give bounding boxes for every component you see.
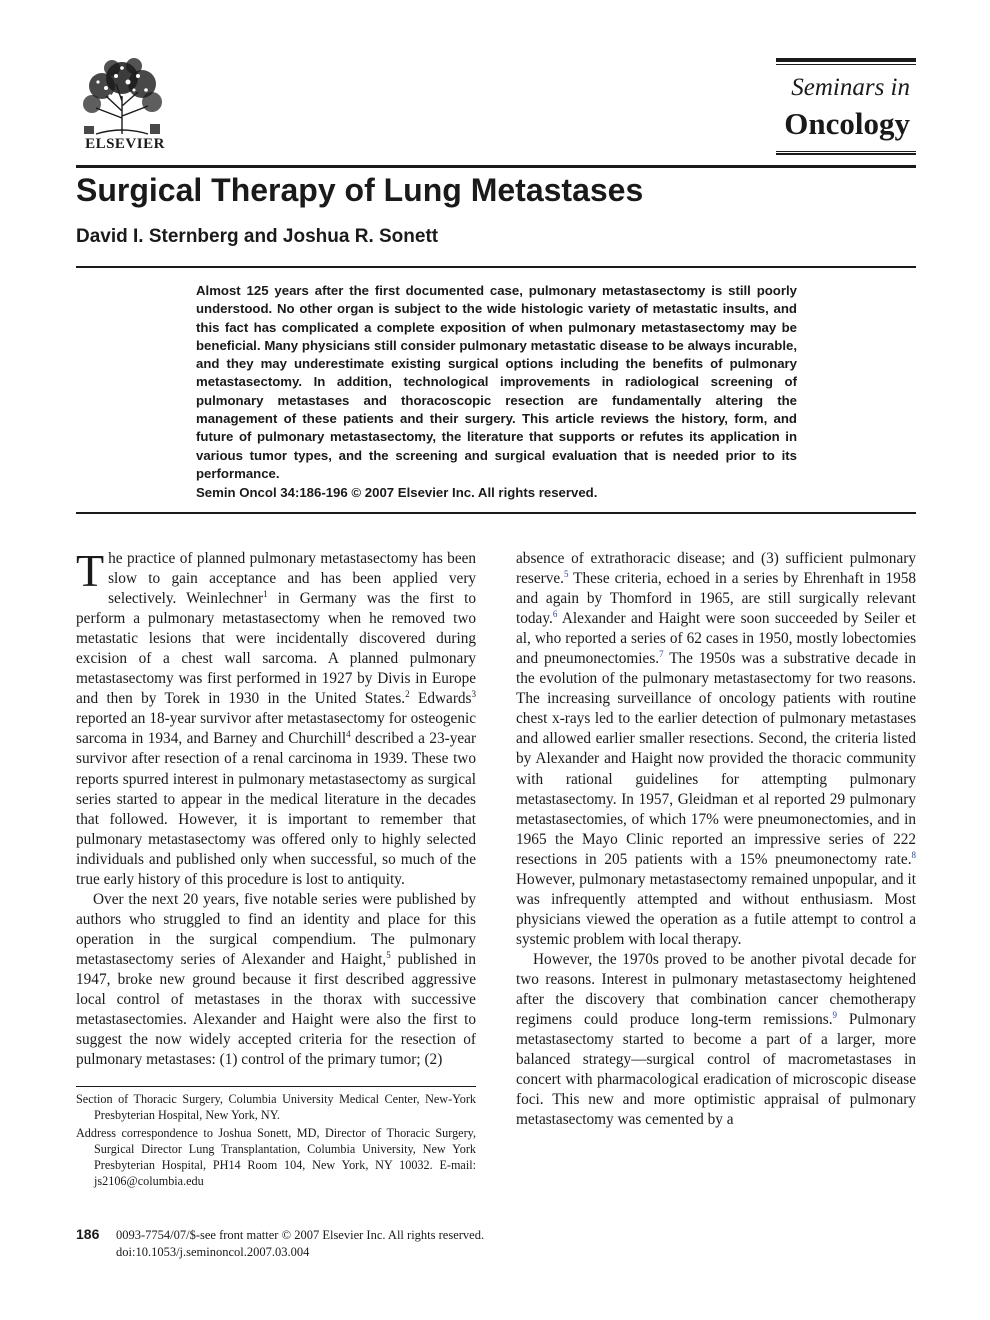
reference-marker[interactable]: 4 xyxy=(346,729,351,740)
body-paragraph xyxy=(76,545,477,890)
body-text: published in 1947, broke new ground because it first described aggressive local control of metastases in the thorax with successive metastasectomies. Alexander and Haight were also the first to suggest the now widely accepted criteria for the resection of pulmonary metastases: (1) control of the primary tumor; (2) xyxy=(76,950,477,1069)
doi-link[interactable]: doi:10.1053/j.seminoncol.2007.03.004 xyxy=(116,1245,310,1259)
body-text: described a 23-year survivor after resection of a renal carcinoma in 1939. These two reports spurred interest in pulmonary metastasectomy as surgical series started to appear in the medical literature in the decades that followed. However, it is important to remember that pulmonary metastasectomy was offered only to highly selected individuals and published only when successful, so much of the true early history of this procedure is lost to antiquity. xyxy=(76,730,477,888)
citation: Semin Oncol 34:186-196 © 2007 Elsevier Inc. All rights reserved. xyxy=(196,485,598,500)
masthead-rule xyxy=(776,151,916,152)
reference-marker[interactable]: 5 xyxy=(386,949,391,960)
body-column-right xyxy=(516,549,916,1130)
abstract: Almost 125 years after the first documented case, pulmonary metastasectomy is still poorly understood. No other organ is subject to the wide histologic variety of metastatic insults, and this fact has complicated a complete exposition of when pulmonary metastasectomy may be beneficial. Many physicians still consider pulmonary metastatic disease to be always incurable, and they may underestimate existing surgical options including the benefits of pulmonary metastasectomy. In addition, technological improvements in radiological screening of pulmonary metastases and thoracoscopic resection are fundamentally altering the management of these patients and their surgery. This article reviews the history, form, and future of pulmonary metastasectomy, the literature that supports or refutes its application in various tumor types, and the screening and surgical evaluation that is needed prior to its performance. xyxy=(196,283,797,481)
footnotes xyxy=(76,1091,476,1191)
body-paragraph: However, the 1970s proved to be another pivotal decade for two reasons. Interest in pulmonary metastasectomy heightened after the discovery that combination cancer chemotherapy regimens could produce long-term remissions.$^9$ Pulmonary metastasectomy started to become a part of a larger, more balanced strategy—surgical control of macrometastases in concert with pharmacological eradication of microscopic disease foci. This new and more optimistic appraisal of pulmonary metastasectomy was cemented by a xyxy=(516,950,916,1129)
body-text: he practice of planned pulmonary metastasectomy has been slow to gain acceptance and has been applied very selectively. Weinlechner xyxy=(108,550,477,608)
journal-masthead xyxy=(776,58,916,155)
page-number: 186 xyxy=(76,1226,100,1242)
journal-name-line1: Seminars in xyxy=(791,74,910,101)
journal-name-line2: Oncology xyxy=(784,106,910,141)
body-text: Edwards xyxy=(417,690,472,708)
reference-marker[interactable]: 5 xyxy=(563,568,569,579)
reference-marker[interactable]: 3 xyxy=(471,689,477,700)
body-text: reported an 18-year survivor after metastasectomy for osteogenic sarcoma in 1934, and Barney and Churchill xyxy=(76,710,477,748)
article-title: Surgical Therapy of Lung Metastases xyxy=(76,172,644,208)
masthead-rule xyxy=(776,153,916,155)
reference-marker[interactable]: 1 xyxy=(263,589,268,599)
abstract-bottom-rule xyxy=(76,512,916,514)
publisher-name: ELSEVIER xyxy=(85,136,165,152)
abstract-top-rule xyxy=(76,266,916,268)
header-rule xyxy=(76,165,916,168)
copyright-line: 0093-7754/07/$-see front matter © 2007 Elsevier Inc. All rights reserved. xyxy=(116,1228,485,1242)
body-paragraph: absence of extrathoracic disease; and (3) sufficient pulmonary reserve.$^5$ These criteria, echoed in a series by Ehrenhaft in 1958 and again by Thomford in 1965, are still surgically relevant today.$^6$ Alexander and Haight were soon succeeded by Seiler et al, who reported a series of 62 cases in 1950, mostly lobectomies and pneumonectomies.$^7$ The 1950s was a substrative decade in the evolution of the pulmonary metastasectomy for two reasons. The increasing surveillance of oncology patients with routine chest x-rays led to the earlier detection of pulmonary metastases and allowed earlier smaller resections. Second, the criteria listed by Alexander and Haight now provided the thoracic community with rational guidelines for attempting pulmonary metastasectomy. In 1957, Gleidman et al reported 29 pulmonary metastasectomies, of which 17% were pneumonectomies, and in 1965 the Mayo Clinic reported an impressive series of 222 resections in 205 patients with a 15% pneumonectomy rate.$^8$ However, pulmonary metastasectomy remained unpopular, and it was infrequently attempted and without enthusiasm. Most physicians viewed the operation as a futile attempt to control a systemic problem with local therapy. xyxy=(516,550,916,948)
reference-marker[interactable]: 9 xyxy=(832,1009,838,1020)
body-paragraph xyxy=(76,890,476,1070)
masthead-rule xyxy=(776,58,916,62)
article-authors: David I. Sternberg and Joshua R. Sonett xyxy=(76,226,439,247)
footnote-correspondence: Address correspondence to Joshua Sonett, MD, Director of Thoracic Surgery, Surgical Director Lung Transplantation, Columbia University, New York Presbyterian Hospital, PH14 Room 104, New York, NY 10032. E-mail: js2106@columbia.edu xyxy=(76,1125,476,1189)
footnote-affiliation: Section of Thoracic Surgery, Columbia University Medical Center, New-York Presbyterian Hospital, New York, NY. xyxy=(76,1092,476,1123)
reference-marker[interactable]: 2 xyxy=(405,689,410,700)
copyright-block xyxy=(116,1227,484,1261)
drop-cap: T xyxy=(76,545,105,596)
reference-marker[interactable]: 6 xyxy=(552,609,558,620)
body-text: in Germany was the first to perform a pulmonary metastasectomy when he removed two metastatic lesions that were incidentally discovered during excision of a chest wall sarcoma. A planned pulmonary metastasectomy was first performed in 1927 by Divis in Europe and then by Torek in 1930 in the United States. xyxy=(76,590,477,708)
footnote-rule xyxy=(76,1086,476,1087)
reference-marker[interactable]: 8 xyxy=(911,849,916,860)
reference-marker[interactable]: 7 xyxy=(659,649,664,660)
masthead-rule xyxy=(776,64,916,65)
body-text: Over the next 20 years, five notable series were published by authors who struggled to find an identity and place for this operation in the surgical compendium. The pulmonary metastasectomy series of Alexander and Haight, xyxy=(76,890,477,968)
body-column-left xyxy=(76,545,477,1070)
